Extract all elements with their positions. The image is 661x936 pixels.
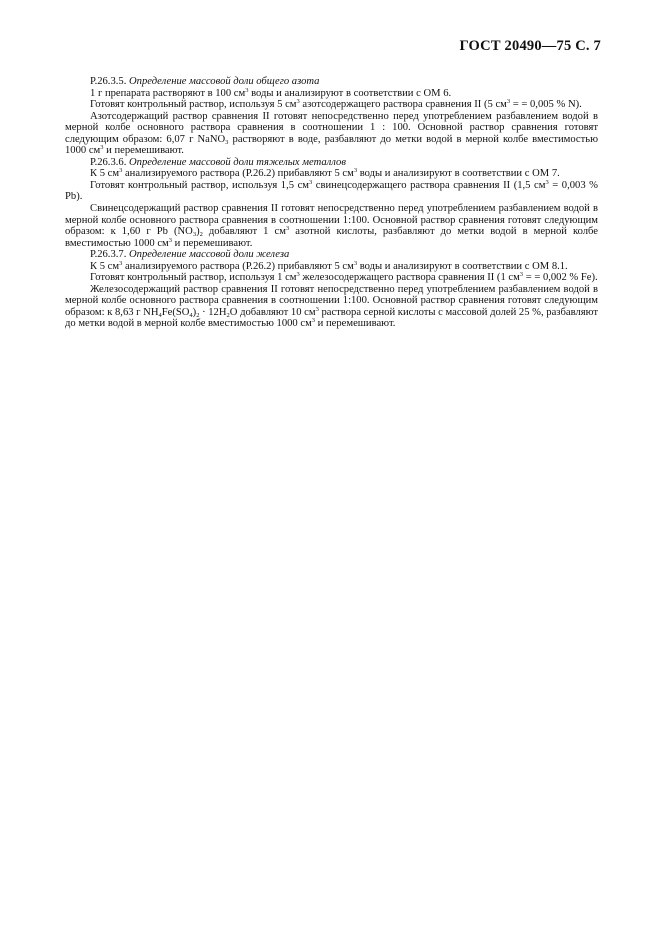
section-heading: Р.26.3.7. Определение массовой доли железа [90, 249, 290, 261]
section-heading: Р.26.3.5. Определение массовой доли общего азота [90, 76, 320, 87]
paragraph: Готовят контрольный раствор, используя 1 $см^3$ железосодержащего раствора сравнения II (1 $см^3$ = = 0,002 % Fe). [90, 271, 598, 284]
document-body [65, 76, 598, 330]
paragraph: Готовят контрольный раствор, используя 5 $см^3$ азотсодержащего раствора сравнения II (5 $см^3$ = = 0,005 % N). [90, 98, 582, 111]
paragraph: Свинецсодержащий раствор сравнения II готовят непосредственно перед употреблением разбавлением водой в мерной колбе основного раствора сравнения в соотношении 1:100. Основной раствор сравнения готовят следующим образом: к 1,60 г Pb $(NO_3)_2$ добавляют 1 $см^3$ азотной кислоты, разбавляют до метки водой в мерной колбе вместимостью 1000 $см^3$ и перемешивают. [65, 203, 599, 249]
paragraph: Готовят контрольный раствор, используя 1,5 $см^3$ свинецсодержащего раствора сравнения II (1,5 $см^3 = 0,003$ % Pb). [65, 178, 598, 203]
section-heading: Р.26.3.6. Определение массовой доли тяжелых металлов [90, 156, 346, 168]
paragraph: К 5 $см^3$ анализируемого раствора (Р.26.2) прибавляют 5 $см^3$ воды и анализируют в соответствии с ОМ 7. [90, 167, 560, 180]
paragraph: Азотсодержащий раствор сравнения II готовят непосредственно перед употреблением разбавлением водой в мерной колбе основного раствора сравнения в соотношении 1 : 100. Основной раствор сравнения готовят следующим образом: 6,07 г NaNO$_3$ растворяют в воде, разбавляют до метки водой в мерной колбе вместимостью 1000 $см^3$ и перемешивают. [65, 110, 598, 157]
paragraph: Железосодержащий раствор сравнения II готовят непосредственно перед употреблением разбавлением водой в мерной колбе основного раствора сравнения в соотношении 1:100. Основной раствор сравнения готовят следующим образом: к 8,63 г $NH_4Fe(SO_4)_2 \cdot 12H_2O$ добавляют 10 $см^3$ раствора серной кислоты с массовой долей 25 %, разбавляют до метки водой в мерной колбе вместимостью 1000 $см^3$ и перемешивают. [65, 283, 598, 330]
paragraph: К 5 $см^3$ анализируемого раствора (Р.26.2) прибавляют 5 $см^3$ воды и анализируют в соответствии с ОМ 8.1. [90, 259, 568, 272]
paragraph: 1 г препарата растворяют в 100 $см^3$ воды и анализируют в соответствии с ОМ 6. [90, 86, 452, 99]
page-header: ГОСТ 20490—75 С. 7 [459, 38, 601, 54]
